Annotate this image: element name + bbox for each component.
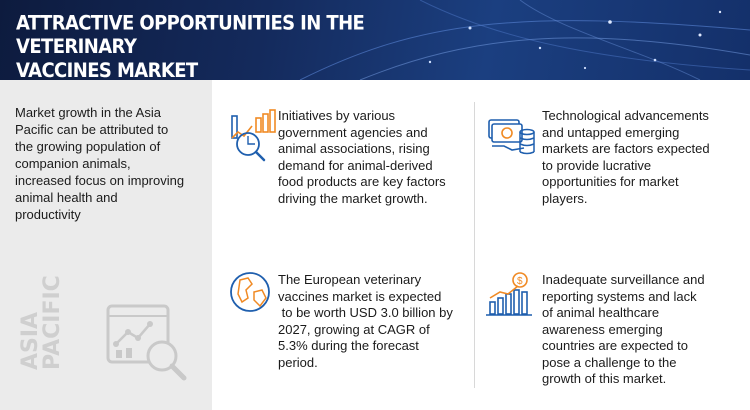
card-text-line: driving the market growth. bbox=[278, 190, 428, 206]
growth-bar-chart-icon bbox=[484, 270, 536, 318]
card-government-initiatives bbox=[278, 108, 468, 207]
money-coins-icon bbox=[486, 112, 536, 160]
left-text-line: animal health and bbox=[15, 190, 118, 205]
left-text-line: productivity bbox=[15, 207, 81, 222]
card-text-line: pose a challenge to the bbox=[542, 354, 677, 370]
card-text-line: countries are expected to bbox=[542, 338, 688, 353]
card-text-line: opportunities for market bbox=[542, 174, 679, 189]
watermark-line: ASIA bbox=[18, 311, 43, 370]
card-text-line: animal associations, rising bbox=[278, 141, 430, 156]
card-text-line: vaccines market is expected bbox=[278, 288, 442, 304]
page-title bbox=[16, 12, 476, 80]
card-text-line: markets are factors expected bbox=[542, 141, 710, 156]
card-text-line: Technological advancements bbox=[542, 108, 709, 123]
left-text-line: Pacific can be attributed to bbox=[15, 122, 169, 137]
card-text-line: awareness emerging bbox=[542, 321, 663, 337]
card-text-line: to provide lucrative bbox=[542, 157, 652, 173]
card-text-line: demand for animal-derived bbox=[278, 157, 433, 173]
asia-pacific-panel bbox=[0, 80, 212, 410]
left-text-line: Market growth in the Asia bbox=[15, 105, 161, 120]
header-banner bbox=[0, 0, 750, 80]
card-text-line: to be worth USD 3.0 billion by bbox=[278, 305, 453, 320]
left-text-line: increased focus on improving bbox=[15, 173, 185, 188]
card-text-line: food products are key factors bbox=[278, 174, 446, 189]
card-text-line: Inadequate surveillance and bbox=[542, 272, 705, 287]
analytics-board-magnifier-icon bbox=[100, 298, 192, 390]
card-text-line: 5.3% during the forecast bbox=[278, 338, 419, 353]
card-text-line: players. bbox=[542, 190, 588, 206]
card-text-line: The European veterinary bbox=[278, 272, 422, 287]
title-line-1: ATTRACTIVE OPPORTUNITIES IN THE VETERINARY bbox=[16, 12, 365, 59]
left-text-line: the growing population of bbox=[15, 139, 161, 154]
card-text-line: growth of this market. bbox=[542, 371, 667, 386]
chart-magnifier-icon bbox=[226, 106, 282, 162]
asia-pacific-description bbox=[15, 104, 205, 223]
watermark-line: PACIFIC bbox=[40, 275, 65, 370]
globe-icon bbox=[226, 268, 274, 316]
card-text-line: government agencies and bbox=[278, 124, 428, 140]
column-divider bbox=[474, 102, 475, 388]
card-european-market bbox=[278, 272, 474, 371]
card-technological-advancements bbox=[542, 108, 742, 207]
opportunities-grid bbox=[212, 80, 750, 410]
card-text-line: reporting systems and lack bbox=[542, 288, 697, 304]
card-text-line: of animal healthcare bbox=[542, 305, 660, 320]
card-text-line: Initiatives by various bbox=[278, 108, 396, 123]
card-surveillance-challenge bbox=[542, 272, 742, 388]
asia-pacific-watermark bbox=[20, 240, 64, 370]
card-text-line: and untapped emerging bbox=[542, 124, 680, 140]
title-line-2: VACCINES MARKET bbox=[16, 59, 198, 80]
left-text-line: companion animals, bbox=[15, 156, 131, 171]
card-text-line: 2027, growing at CAGR of bbox=[278, 321, 430, 337]
svg-text:$: $ bbox=[517, 276, 523, 287]
card-text-line: period. bbox=[278, 354, 318, 370]
